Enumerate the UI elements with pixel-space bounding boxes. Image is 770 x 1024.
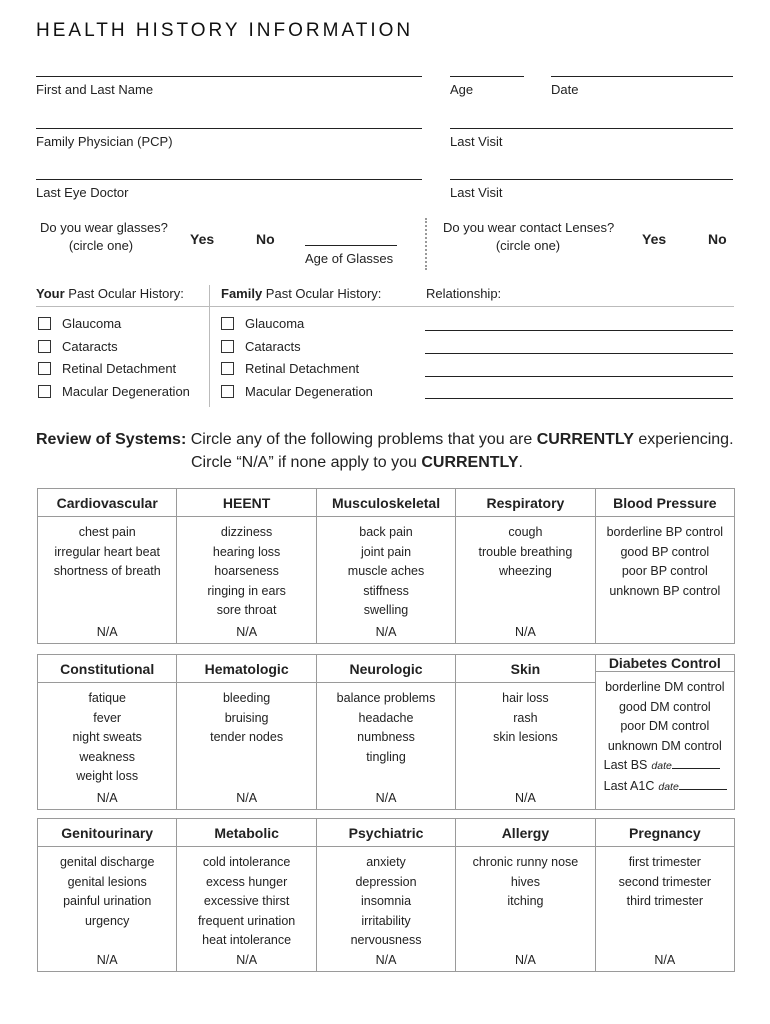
symptom-option[interactable]: dizziness bbox=[220, 525, 273, 539]
system-column-blood-pressure bbox=[595, 489, 734, 643]
na-option[interactable]: N/A bbox=[375, 953, 397, 967]
checkbox[interactable] bbox=[38, 385, 51, 398]
symptom-list bbox=[596, 517, 734, 625]
system-column-psychiatric bbox=[316, 819, 455, 971]
family-checkbox-row[interactable] bbox=[221, 316, 304, 331]
symptom-list bbox=[38, 683, 176, 791]
review-instructions bbox=[36, 431, 734, 472]
symptom-option[interactable]: third trimester bbox=[626, 894, 704, 908]
symptom-option[interactable]: excessive thirst bbox=[203, 894, 290, 908]
system-header: Skin bbox=[456, 655, 594, 683]
your-checkbox-row[interactable] bbox=[38, 384, 190, 399]
checkbox[interactable] bbox=[221, 362, 234, 375]
symptom-option[interactable]: fatique bbox=[88, 691, 126, 705]
system-header: Neurologic bbox=[317, 655, 455, 683]
na-option bbox=[596, 797, 734, 815]
system-column-heent bbox=[176, 489, 315, 643]
family-bold: Family bbox=[221, 286, 263, 301]
last-visit-1-line[interactable] bbox=[450, 128, 733, 129]
glasses-yes-option[interactable]: Yes bbox=[190, 231, 215, 247]
system-header: Pregnancy bbox=[596, 819, 734, 847]
date-hint: date bbox=[658, 780, 679, 793]
na-option[interactable]: N/A bbox=[375, 625, 397, 639]
na-option[interactable]: N/A bbox=[236, 625, 258, 639]
symptom-option[interactable]: genital discharge bbox=[59, 855, 155, 869]
last-a1c-field[interactable] bbox=[596, 777, 734, 798]
symptom-option[interactable]: stiffness bbox=[363, 583, 409, 598]
symptom-option[interactable]: irritability bbox=[361, 913, 411, 928]
dotted-divider bbox=[425, 218, 427, 270]
checkbox[interactable] bbox=[38, 362, 51, 375]
system-header: Hematologic bbox=[177, 655, 315, 683]
symptom-list bbox=[38, 517, 176, 625]
na-option[interactable]: N/A bbox=[96, 625, 118, 639]
symptom-option[interactable]: insomnia bbox=[361, 894, 412, 908]
age-label: Age bbox=[450, 82, 474, 97]
system-column-pregnancy bbox=[595, 819, 734, 971]
your-rest: Past Ocular History: bbox=[64, 286, 184, 301]
symptom-option[interactable]: weight loss bbox=[76, 769, 139, 783]
symptom-option[interactable]: borderline DM control bbox=[605, 680, 725, 694]
symptom-option[interactable]: hoarseness bbox=[214, 564, 279, 578]
symptom-list bbox=[177, 683, 315, 791]
symptom-option[interactable]: cough bbox=[508, 525, 543, 539]
system-column-hematologic bbox=[176, 655, 315, 809]
symptom-option[interactable]: headache bbox=[358, 710, 414, 725]
symptom-list bbox=[317, 683, 455, 791]
contacts-yes-option[interactable]: Yes bbox=[642, 231, 667, 247]
system-header: Genitourinary bbox=[38, 819, 176, 847]
symptom-option[interactable]: cold intolerance bbox=[202, 855, 291, 869]
family-checkbox-row[interactable] bbox=[221, 339, 301, 354]
symptom-option[interactable]: rash bbox=[513, 710, 538, 725]
na-option[interactable]: N/A bbox=[96, 791, 118, 805]
review-text: Circle any of the following problems that you are bbox=[186, 431, 537, 448]
system-column-musculoskeletal bbox=[316, 489, 455, 643]
relationship-line[interactable] bbox=[425, 398, 733, 399]
review-bold: CURRENTLY bbox=[536, 431, 634, 448]
symptom-option[interactable]: itching bbox=[507, 894, 544, 908]
relationship-label: Relationship: bbox=[426, 286, 502, 301]
date-label: Date bbox=[551, 82, 579, 97]
na-option[interactable]: N/A bbox=[515, 791, 536, 805]
date-field-line[interactable] bbox=[551, 76, 733, 77]
na-option[interactable]: N/A bbox=[375, 791, 397, 805]
system-header: Allergy bbox=[456, 819, 594, 847]
symptom-option[interactable]: shortness of breath bbox=[53, 564, 161, 578]
system-header: Blood Pressure bbox=[596, 489, 734, 517]
symptom-option[interactable]: weakness bbox=[79, 749, 135, 764]
symptom-option[interactable]: depression bbox=[355, 874, 417, 889]
age-of-glasses-line[interactable] bbox=[305, 245, 397, 246]
contacts-no-option[interactable]: No bbox=[708, 231, 727, 247]
na-option[interactable]: N/A bbox=[236, 953, 258, 967]
symptom-list bbox=[596, 672, 734, 797]
review-bold: CURRENTLY bbox=[421, 454, 519, 471]
system-column-metabolic bbox=[176, 819, 315, 971]
symptom-list bbox=[456, 847, 594, 953]
checkbox-label: Cataracts bbox=[62, 339, 118, 354]
symptom-option[interactable]: skin lesions bbox=[493, 730, 558, 744]
review-bold: Review of Systems: bbox=[36, 431, 187, 448]
na-option[interactable]: N/A bbox=[236, 791, 258, 805]
eye-doctor-field-line[interactable] bbox=[36, 179, 422, 180]
glasses-circle-text: (circle one) bbox=[68, 238, 134, 253]
system-column-genitourinary bbox=[38, 819, 176, 971]
checkbox-label: Retinal Detachment bbox=[62, 361, 177, 376]
checkbox-label: Glaucoma bbox=[62, 316, 122, 331]
page-title: HEALTH HISTORY INFORMATION bbox=[36, 20, 414, 41]
symptom-option[interactable]: excess hunger bbox=[205, 874, 288, 889]
family-history-heading bbox=[221, 286, 381, 301]
your-checkbox-row[interactable] bbox=[38, 361, 176, 376]
checkbox-label: Glaucoma bbox=[245, 316, 305, 331]
history-column-divider bbox=[209, 285, 210, 407]
symptom-option[interactable]: ringing in ears bbox=[207, 583, 286, 598]
family-checkbox-row[interactable] bbox=[221, 361, 359, 376]
symptom-option[interactable]: irregular heart beat bbox=[54, 544, 161, 559]
field-label: Last A1C bbox=[603, 778, 655, 793]
last-visit-1-label: Last Visit bbox=[450, 134, 503, 149]
symptom-option[interactable]: second trimester bbox=[618, 874, 712, 889]
history-divider bbox=[36, 306, 734, 307]
glasses-question bbox=[40, 220, 168, 253]
symptom-option[interactable]: anxiety bbox=[366, 855, 406, 869]
symptom-option[interactable]: hearing loss bbox=[212, 544, 281, 559]
relationship-line[interactable] bbox=[425, 330, 733, 331]
symptom-option[interactable]: night sweats bbox=[72, 730, 142, 744]
glasses-no-option[interactable]: No bbox=[256, 231, 275, 247]
system-column-cardiovascular bbox=[38, 489, 176, 643]
symptom-option[interactable]: unknown BP control bbox=[609, 583, 721, 598]
symptom-list bbox=[177, 847, 315, 953]
checkbox-label: Macular Degeneration bbox=[245, 384, 373, 399]
symptom-option[interactable]: trouble breathing bbox=[478, 544, 573, 559]
relationship-line[interactable] bbox=[425, 376, 733, 377]
system-header: HEENT bbox=[177, 489, 315, 517]
symptom-list bbox=[317, 847, 455, 953]
last-visit-2-line[interactable] bbox=[450, 179, 733, 180]
symptom-option[interactable]: muscle aches bbox=[347, 564, 425, 578]
symptom-option[interactable]: heat intolerance bbox=[202, 933, 292, 947]
symptom-option[interactable]: sore throat bbox=[216, 603, 277, 617]
last-visit-2-label: Last Visit bbox=[450, 185, 503, 200]
symptom-list bbox=[38, 847, 176, 953]
symptom-option[interactable]: unknown DM control bbox=[607, 738, 722, 753]
na-option[interactable]: N/A bbox=[654, 953, 676, 967]
age-field-line[interactable] bbox=[450, 76, 524, 77]
symptom-option[interactable]: poor DM control bbox=[620, 719, 710, 733]
checkbox-label: Retinal Detachment bbox=[245, 361, 360, 376]
systems-grid-3 bbox=[37, 818, 735, 972]
system-header: Constitutional bbox=[38, 655, 176, 683]
checkbox[interactable] bbox=[221, 317, 234, 330]
review-text: Circle “N/A” if none apply to you bbox=[191, 454, 422, 471]
checkbox[interactable] bbox=[221, 385, 234, 398]
system-header: Metabolic bbox=[177, 819, 315, 847]
symptom-option[interactable]: wheezing bbox=[499, 564, 552, 578]
system-column-neurologic bbox=[316, 655, 455, 809]
system-column-constitutional bbox=[38, 655, 176, 809]
systems-grid-2 bbox=[37, 654, 735, 810]
symptom-option[interactable]: chronic runny nose bbox=[472, 855, 579, 869]
contacts-circle-text: (circle one) bbox=[495, 238, 561, 253]
system-header: Respiratory bbox=[456, 489, 594, 517]
checkbox[interactable] bbox=[38, 340, 51, 353]
contacts-question bbox=[443, 220, 613, 253]
checkbox[interactable] bbox=[221, 340, 234, 353]
symptom-option[interactable]: tender nodes bbox=[210, 730, 284, 744]
date-blank-line[interactable] bbox=[672, 756, 720, 769]
symptom-option[interactable]: chest pain bbox=[78, 525, 136, 539]
name-field-line[interactable] bbox=[36, 76, 422, 77]
symptom-option[interactable]: nervousness bbox=[350, 933, 422, 947]
symptom-option[interactable]: frequent urination bbox=[197, 913, 296, 928]
age-of-glasses-label: Age of Glasses bbox=[305, 251, 394, 266]
family-rest: Past Ocular History: bbox=[262, 286, 382, 301]
symptom-option[interactable]: swelling bbox=[363, 603, 409, 617]
symptom-option[interactable]: bruising bbox=[224, 710, 269, 725]
date-hint: date bbox=[651, 760, 672, 772]
review-text: . bbox=[518, 454, 523, 471]
review-text: experiencing. bbox=[633, 431, 734, 448]
system-column-respiratory bbox=[455, 489, 594, 643]
your-bold: Your bbox=[36, 286, 65, 301]
symptom-list bbox=[596, 847, 734, 953]
symptom-option[interactable]: tingling bbox=[366, 749, 406, 764]
symptom-option[interactable]: genital lesions bbox=[67, 874, 147, 889]
na-option bbox=[596, 625, 734, 643]
systems-grid-1 bbox=[37, 488, 735, 644]
symptom-option[interactable]: urgency bbox=[84, 913, 130, 928]
symptom-list bbox=[177, 517, 315, 625]
system-header: Psychiatric bbox=[317, 819, 455, 847]
na-option[interactable]: N/A bbox=[515, 625, 536, 639]
symptom-option[interactable]: hives bbox=[510, 874, 541, 889]
system-header: Cardiovascular bbox=[38, 489, 176, 517]
your-history-heading bbox=[36, 286, 184, 301]
checkbox-label: Macular Degeneration bbox=[62, 384, 190, 399]
symptom-option[interactable]: balance problems bbox=[336, 691, 436, 705]
physician-label: Family Physician (PCP) bbox=[36, 134, 173, 149]
checkbox[interactable] bbox=[38, 317, 51, 330]
symptom-option[interactable]: fever bbox=[93, 710, 122, 725]
na-option[interactable]: N/A bbox=[515, 953, 536, 967]
symptom-option[interactable]: hair loss bbox=[502, 691, 549, 705]
symptom-option[interactable]: numbness bbox=[357, 730, 415, 744]
date-blank-line[interactable] bbox=[679, 777, 727, 790]
system-column-diabetes-control bbox=[595, 655, 734, 809]
symptom-list bbox=[317, 517, 455, 625]
symptom-option[interactable]: poor BP control bbox=[621, 564, 708, 578]
system-column-allergy bbox=[455, 819, 594, 971]
physician-field-line[interactable] bbox=[36, 128, 422, 129]
symptom-option[interactable]: first trimester bbox=[628, 855, 701, 869]
glasses-question-text: Do you wear glasses? bbox=[40, 220, 168, 235]
symptom-option[interactable]: borderline BP control bbox=[606, 525, 724, 539]
your-checkbox-row[interactable] bbox=[38, 339, 118, 354]
family-checkbox-row[interactable] bbox=[221, 384, 373, 399]
eye-doctor-label: Last Eye Doctor bbox=[36, 185, 129, 200]
system-header: Musculoskeletal bbox=[317, 489, 455, 517]
system-header: Diabetes Control bbox=[596, 655, 734, 672]
checkbox-label: Cataracts bbox=[245, 339, 301, 354]
your-checkbox-row[interactable] bbox=[38, 316, 121, 331]
symptom-option[interactable]: good BP control bbox=[620, 544, 710, 559]
symptom-option[interactable]: joint pain bbox=[360, 544, 412, 559]
symptom-option[interactable]: bleeding bbox=[222, 691, 271, 705]
symptom-option[interactable]: back pain bbox=[359, 525, 413, 539]
name-label: First and Last Name bbox=[36, 82, 154, 97]
system-column-skin bbox=[455, 655, 594, 809]
na-option[interactable]: N/A bbox=[96, 953, 118, 967]
last-bs-field[interactable] bbox=[596, 756, 734, 777]
symptom-option[interactable]: painful urination bbox=[63, 894, 152, 908]
relationship-line[interactable] bbox=[425, 353, 733, 354]
symptom-option[interactable]: good DM control bbox=[618, 699, 711, 714]
symptom-list bbox=[456, 517, 594, 625]
symptom-list bbox=[456, 683, 594, 791]
field-label: Last BS bbox=[603, 758, 648, 772]
contacts-question-text: Do you wear contact Lenses? bbox=[443, 220, 615, 235]
